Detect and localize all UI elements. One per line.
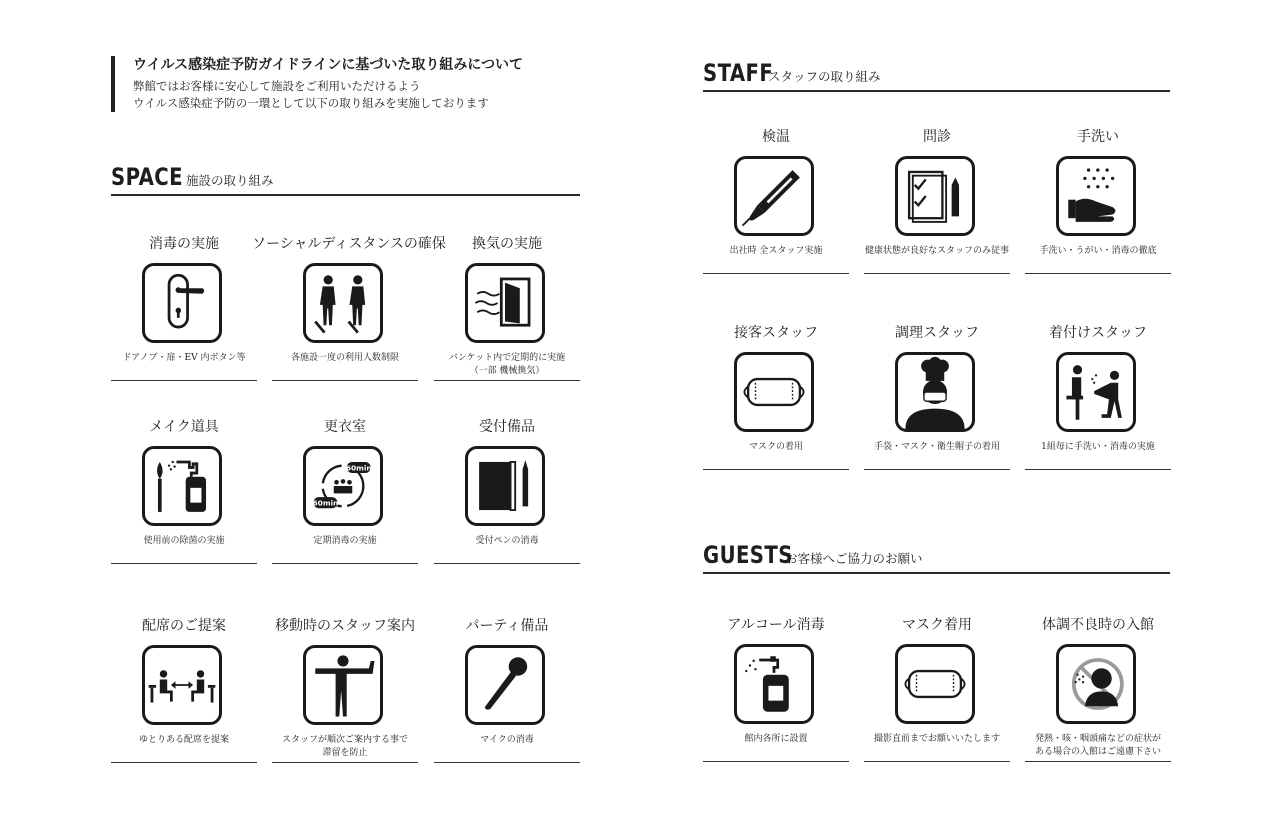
- item-divider: [272, 563, 418, 564]
- item-caption: 健康状態が良好なスタッフのみ従事: [864, 246, 1009, 256]
- space-heading-en: SPACE: [111, 163, 183, 191]
- item-divider: [272, 380, 418, 381]
- item-divider: [434, 762, 580, 763]
- item-title: 更衣室: [324, 419, 366, 435]
- space-item-social-distance: [252, 233, 446, 393]
- item-divider: [703, 469, 849, 470]
- staff-heading: [703, 56, 1170, 92]
- makeup-spray-icon: [142, 446, 222, 526]
- item-caption: 出社時 全スタッフ実施: [729, 246, 823, 256]
- staff-item-handwash: [1025, 126, 1171, 286]
- space-item-makeup: [111, 416, 257, 576]
- item-caption: 手袋・マスク・衛生帽子の着用: [873, 442, 1000, 452]
- item-caption: 1組毎に手洗い・消毒の実施: [1041, 442, 1155, 452]
- microphone-icon: [465, 645, 545, 725]
- item-title: 着付けスタッフ: [1049, 325, 1147, 341]
- item-divider: [434, 563, 580, 564]
- item-divider: [1025, 469, 1171, 470]
- item-title: 配席のご提案: [142, 618, 226, 634]
- chef-icon: [895, 352, 975, 432]
- item-divider: [111, 380, 257, 381]
- guests-item-mask: [864, 614, 1010, 774]
- item-caption: 定期消毒の実施: [313, 536, 377, 546]
- item-caption: マイクの消毒: [480, 735, 534, 745]
- item-caption: 使用前の除菌の実施: [143, 536, 225, 546]
- item-caption: 手洗い・うがい・消毒の徹底: [1039, 246, 1157, 256]
- item-title: 手洗い: [1077, 129, 1119, 145]
- item-title: 移動時のスタッフ案内: [275, 618, 415, 634]
- guests-heading: [703, 538, 1170, 574]
- item-caption: ゆとりある配席を提案: [138, 735, 229, 745]
- item-caption: 各施設一度の利用人数制限: [290, 353, 399, 363]
- space-item-disinfection: [111, 233, 257, 393]
- guests-heading-en: GUESTS: [703, 541, 793, 569]
- item-divider: [703, 273, 849, 274]
- space-item-party: [434, 615, 580, 775]
- item-caption: 発熱・咳・咽頭痛などの症状が ある場合の入館はご遠慮下さい: [1034, 734, 1161, 757]
- thermometer-icon: [734, 156, 814, 236]
- reception-pen-icon: [465, 446, 545, 526]
- item-caption: 館内各所に設置: [744, 734, 808, 744]
- staff-item-dressing: [1025, 322, 1171, 482]
- space-item-ventilation: [434, 233, 580, 393]
- svg-text:60min: 60min: [345, 463, 372, 473]
- ventilation-door-icon: [465, 263, 545, 343]
- item-divider: [864, 273, 1010, 274]
- space-item-staff-guide: [272, 615, 418, 775]
- space-heading-jp: 施設の取り組み: [186, 173, 274, 188]
- changing-room-cycle-icon: [303, 446, 383, 526]
- space-item-changing-room: [272, 416, 418, 576]
- svg-text:60min: 60min: [312, 498, 339, 508]
- item-divider: [272, 762, 418, 763]
- item-title: アルコール消毒: [727, 617, 825, 633]
- dressing-staff-icon: [1056, 352, 1136, 432]
- item-title: ソーシャルディスタンスの確保: [252, 236, 446, 252]
- seat-distance-icon: [142, 645, 222, 725]
- item-caption: ドアノブ・扉・EV 内ボタン等: [122, 353, 246, 363]
- space-item-seating: [111, 615, 257, 775]
- intro-title: ウイルス感染症予防ガイドラインに基づいた取り組みについて: [133, 57, 524, 73]
- item-title: マスク着用: [902, 617, 972, 633]
- item-caption: 受付ペンの消毒: [475, 536, 539, 546]
- intro-accent-bar: [111, 56, 115, 112]
- item-title: 接客スタッフ: [734, 325, 818, 341]
- item-divider: [703, 761, 849, 762]
- mask-icon: [734, 352, 814, 432]
- item-title: 検温: [762, 129, 790, 145]
- item-caption: バンケット内で定期的に実施 （一部 機械換気）: [448, 353, 566, 376]
- item-divider: [111, 762, 257, 763]
- item-title: 調理スタッフ: [895, 325, 979, 341]
- staff-heading-en: STAFF: [703, 59, 774, 87]
- item-title: 消毒の実施: [149, 236, 219, 252]
- intro-line-2: ウイルス感染症予防の一環として以下の取り組みを実施しております: [133, 96, 489, 110]
- staff-item-temperature: [703, 126, 849, 286]
- staff-item-service: [703, 322, 849, 482]
- item-title: 問診: [923, 129, 951, 145]
- item-title: 体調不良時の入館: [1042, 617, 1154, 633]
- guests-item-sick-entry: [1025, 614, 1171, 774]
- item-divider: [1025, 761, 1171, 762]
- item-divider: [111, 563, 257, 564]
- social-distance-icon: [303, 263, 383, 343]
- item-title: パーティ備品: [465, 618, 549, 634]
- staff-guide-icon: [303, 645, 383, 725]
- intro-line-1: 弊館ではお客様に安心して施設をご利用いただけるよう: [133, 79, 421, 93]
- item-title: メイク道具: [149, 419, 219, 435]
- guests-item-alcohol: [703, 614, 849, 774]
- item-caption: マスクの着用: [748, 442, 803, 452]
- item-divider: [1025, 273, 1171, 274]
- intro-block: [111, 52, 581, 114]
- item-caption: 撮影直前までお願いいたします: [873, 734, 1000, 744]
- item-title: 受付備品: [479, 419, 535, 435]
- item-title: 換気の実施: [472, 236, 542, 252]
- guests-heading-jp: お客様へご協力のお願い: [785, 551, 923, 566]
- alcohol-bottle-icon: [734, 644, 814, 724]
- staff-item-cooking: [864, 322, 1010, 482]
- space-heading: [111, 160, 580, 196]
- item-divider: [864, 469, 1010, 470]
- checklist-icon: [895, 156, 975, 236]
- staff-item-interview: [864, 126, 1010, 286]
- space-item-reception: [434, 416, 580, 576]
- no-entry-sick-icon: [1056, 644, 1136, 724]
- mask-icon: [895, 644, 975, 724]
- door-handle-icon: [142, 263, 222, 343]
- item-divider: [434, 380, 580, 381]
- item-divider: [864, 761, 1010, 762]
- hand-washing-icon: [1056, 156, 1136, 236]
- staff-heading-jp: スタッフの取り組み: [768, 69, 881, 84]
- item-caption: スタッフが順次ご案内する事で 滞留を防止: [281, 735, 408, 758]
